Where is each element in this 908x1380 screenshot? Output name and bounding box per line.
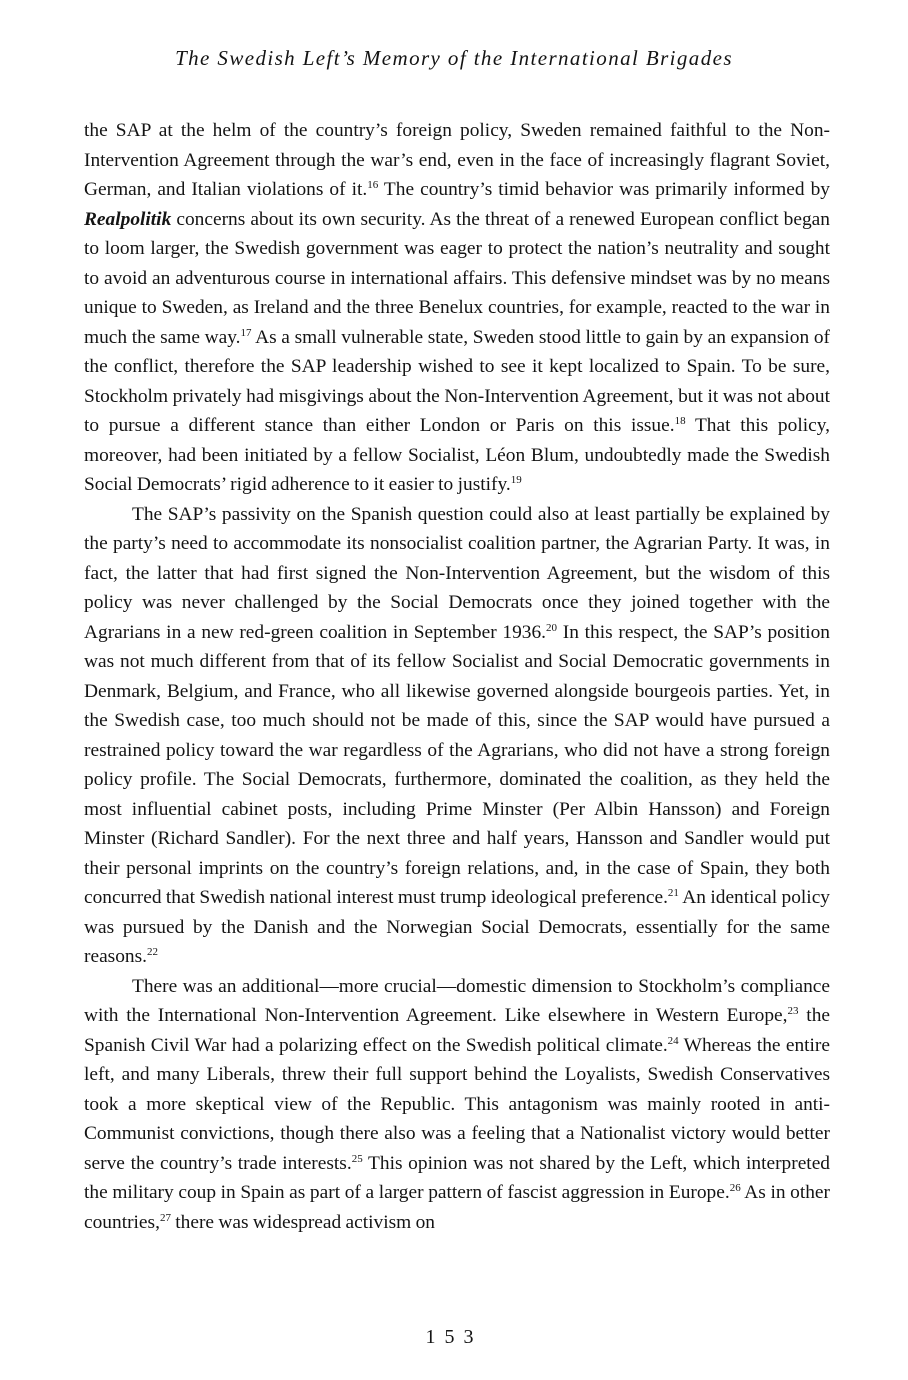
paragraph-2: [84, 500, 830, 972]
paragraph-1: [84, 116, 830, 500]
footnote-ref-19: 19: [510, 474, 522, 486]
footnote-ref-16: 16: [367, 179, 379, 191]
footnote-ref-20: 20: [546, 621, 558, 634]
footnote-ref-25: 25: [351, 1152, 363, 1165]
footnote-ref-26: 26: [729, 1182, 741, 1194]
footnote-ref-27: 27: [159, 1211, 171, 1224]
text-span: In this respect, the SAP’s position was not much different from that of its fellow Socialist and Social Democratic governments in Denmark, Belgium, and France, who all likewise governed alongside bourgeois parties. Yet, in the Swedish case, too much should not be made of this, since the SAP would have pursued a restrained policy toward the war regardless of the Agrarians, who did not have a strong foreign policy profile. The Social Democrats, furthermore, dominated the coalition, as they held the most influential cabinet posts, including Prime Minster (Per Albin Hansson) and Foreign Minster (Richard Sandler). For the next three and half years, Hansson and Sandler would put their personal imprints on the country’s foreign relations, and, in the case of Spain, they both concurred that Swedish national interest must trump ideological preference.: [84, 621, 830, 908]
footnote-ref-22: 22: [147, 946, 159, 958]
footnote-ref-23: 23: [787, 1005, 799, 1017]
text-span: the SAP at the helm of the country’s foreign policy, Sweden remained faithful to the Non-Intervention Agreement through the war’s end, even in the face of increasingly flagrant Soviet, German, and Italian violations of it.: [84, 120, 830, 200]
footnote-ref-18: 18: [674, 415, 686, 427]
text-span: The country’s timid behavior was primarily informed by: [378, 179, 830, 200]
footnote-ref-17: 17: [240, 326, 252, 339]
text-span: As in other countries,: [84, 1182, 830, 1233]
text-span: There was an additional—more crucial—domestic dimension to Stockholm’s compliance with the International Non-Intervention Agreement. Like elsewhere in Western Europe,: [84, 975, 830, 1026]
text-span: Whereas the entire left, and many Liberals, threw their full support behind the Loyalists, Swedish Conservatives took a more skeptical view of the Republic. This antagonism was mainly rooted in anti-Communist convictions, though there also was a feeling that a Nationalist victory would better serve the country’s trade interests.: [84, 1034, 830, 1174]
paragraph-3: [84, 972, 830, 1238]
text-span: That this policy, moreover, had been initiated by a fellow Socialist, Léon Blum, undoubtedly made the Swedish Social Democrats’ rigid adherence to it easier to justify.: [84, 415, 830, 495]
footnote-ref-21: 21: [667, 887, 679, 899]
text-span: concerns about its own security. As the threat of a renewed European conflict began to loom larger, the Swedish government was eager to protect the nation’s neutrality and sought to avoid an adventurous course in international affairs. This defensive mindset was by no means unique to Sweden, as Ireland and the three Benelux countries, for example, reacted to the war in much the same way.: [84, 208, 830, 348]
emphasis-realpolitik: Realpolitik: [84, 208, 172, 230]
text-span: the Spanish Civil War had a polarizing effect on the Swedish political climate.: [84, 1005, 830, 1056]
page-number: 153: [425, 1326, 483, 1348]
text-span: This opinion was not shared by the Left, which interpreted the military coup in Spain as part of a larger pattern of fascist aggression in Europe.: [84, 1152, 830, 1203]
text-span: there was widespread activism on: [170, 1211, 435, 1233]
text-span: An identical policy was pursued by the Danish and the Norwegian Social Democrats, essentially for the same reasons.: [84, 887, 830, 967]
body-text: [84, 116, 830, 1237]
text-span: The SAP’s passivity on the Spanish question could also at least partially be explained by the party’s need to accommodate its nonsocialist coalition partner, the Agrarian Party. It was, in fact, the latter that had first signed the Non-Intervention Agreement, but the wisdom of this policy was never challenged by the Social Democrats once they joined together with the Agrarians in a new red-green coalition in September 1936.: [84, 503, 830, 643]
running-head: The Swedish Left’s Memory of the International Brigades: [175, 46, 733, 70]
text-span: As a small vulnerable state, Sweden stood little to gain by an expansion of the conflict, therefore the SAP leadership wished to see it kept localized to Spain. To be sure, Stockholm privately had misgivings about the Non-Intervention Agreement, but it was not about to pursue a different stance than either London or Paris on this issue.: [84, 326, 830, 436]
footnote-ref-24: 24: [667, 1034, 679, 1047]
